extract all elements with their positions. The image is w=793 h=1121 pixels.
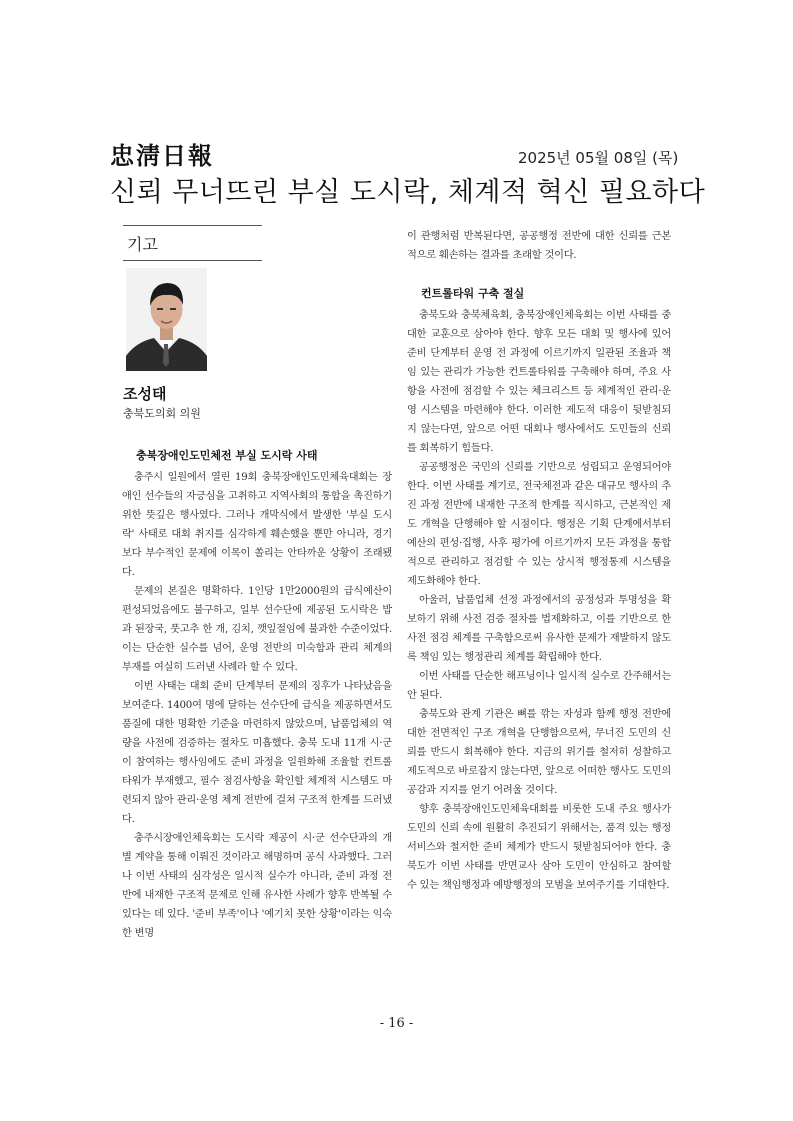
right-paragraph: 충북도와 충북체육회, 충북장애인체육회는 이번 사태를 중대한 교훈으로 삼아야 한다. 향후 모든 대회 및 행사에 있어 준비 단계부터 운영 전 과정에 이르기까지 일관된 조율과 책임 있는 관리가 가능한 컨트롤타워를 구축해야 하며, 주요 사항을 사전에 점검할 수 있는 체크리스트 등 체계적인 관리·운영 시스템을 마련해야 한다. 이러한 제도적 대응이 뒷받침되지 않는다면, 앞으로 어떤 대회나 행사에서도 도민들의 신뢰를 회복하기 힘들다. xyxy=(407,310,671,454)
right-paragraph: 충북도와 관계 기관은 뼈를 깎는 자성과 함께 행정 전반에 대한 전면적인 구조 개혁을 단행함으로써, 무너진 도민의 신뢰를 반드시 회복해야 한다. 지금의 위기를 철저히 성찰하고 제도적으로 바로잡지 않는다면, 앞으로 어떠한 행사도 도민의 공감과 지지를 얻기 어려울 것이다. xyxy=(407,709,671,796)
right-paragraph: 이번 사태를 단순한 해프닝이나 일시적 실수로 간주해서는 안 된다. xyxy=(407,671,671,701)
left-column xyxy=(122,447,392,943)
left-paragraph: 문제의 본질은 명확하다. 1인당 1만2000원의 급식예산이 편성되었음에도 불구하고, 일부 선수단에 제공된 도시락은 밥과 된장국, 풋고추 한 개, 김치, 깻잎절임에 불과한 수준이었다. 이는 단순한 실수를 넘어, 운영 전반의 미숙함과 관리 체계의 부재를 여실히 드러낸 사례라 할 수 있다. xyxy=(122,586,392,673)
right-column xyxy=(407,227,671,895)
left-paragraph: 충주시 일원에서 열린 19회 충북장애인도민체육대회는 장애인 선수들의 자긍심을 고취하고 지역사회의 통합을 촉진하기 위한 뜻깊은 행사였다. 그러나 개막식에서 발생한 '부실 도시락' 사태로 대회 취지를 심각하게 훼손했을 뿐만 아니라, 경기보다 부수적인 문제에 이목이 쏠리는 안타까운 상황이 조래됐다. xyxy=(122,472,392,578)
left-paragraph: 이번 사태는 대회 준비 단계부터 문제의 징후가 나타났음을 보여준다. 1400여 명에 달하는 선수단에 급식을 제공하면서도 품질에 대한 명확한 기준을 마련하지 않았으며, 납품업체의 역량을 사전에 검증하는 절차도 미흡했다. 충북 도내 11개 시·군이 참여하는 행사임에도 준비 과정을 일원화해 조율할 컨트롤타워가 부재했고, 필수 점검사항을 확인할 체계적 시스템도 마련되지 않아 관리·운영 체계 전반에 걸쳐 구조적 한계를 드러냈다. xyxy=(122,681,392,825)
publication-date: 2025년 05월 08일 (목) xyxy=(518,149,679,167)
page-number: - 16 - xyxy=(379,1016,414,1031)
left-paragraph: 충주시장애인체육회는 도시락 제공이 시·군 선수단과의 개별 계약을 통해 이뤄진 것이라고 해명하며 공식 사과했다. 그러나 이번 사태의 심각성은 일시적 실수가 아니라, 준비 과정 전반에 내재한 구조적 문제로 인해 유사한 사례가 향후 반복될 수 있다는 데 있다. '준비 부족'이나 '예기치 못한 상황'이라는 익숙한 변명 xyxy=(122,833,392,939)
left-subhead: 충북장애인도민체전 부실 도시락 사태 xyxy=(136,449,318,462)
right-paragraph: 향후 충북장애인도민체육대회를 비롯한 도내 주요 행사가 도민의 신뢰 속에 원활히 추진되기 위해서는, 품격 있는 행정 서비스와 철저한 준비 체계가 반드시 뒷받침되어야 한다. 충북도가 이번 사태를 반면교사 삼아 도민이 안심하고 참여할 수 있는 책임행정과 예방행정의 모범을 보여주기를 기대한다. xyxy=(407,804,671,891)
author-name: 조성태 xyxy=(123,385,167,403)
section-label: 기고 xyxy=(123,225,262,261)
newspaper-masthead: 忠淸日報 xyxy=(110,141,214,170)
right-paragraph: 아울러, 납품업체 선정 과정에서의 공정성과 투명성을 확보하기 위해 사전 검증 절차를 법제화하고, 이를 기반으로 한 사전 점검 체계를 구축함으로써 유사한 문제가 재발하지 않도록 책임 있는 행정관리 체계를 확립해야 한다. xyxy=(407,595,671,663)
author-title: 충북도의회 의원 xyxy=(123,407,201,420)
right-subhead: 컨트롤타워 구축 절실 xyxy=(421,287,525,300)
right-paragraph: 공공행정은 국민의 신뢰를 기반으로 성립되고 운영되어야 한다. 이번 사태를 계기로, 전국체전과 같은 대규모 행사의 추진 과정 전반에 내재한 구조적 한계를 직시하고, 근본적인 제도 개혁을 단행해야 할 시점이다. 행정은 기획 단계에서부터 예산의 편성·집행, 사후 평가에 이르기까지 모든 과정을 통합적으로 관리하고 점검할 수 있는 상시적 행정통제 시스템을 제도화해야 한다. xyxy=(407,462,671,587)
author-photo xyxy=(126,268,207,371)
right-lead-paragraph: 이 관행처럼 반복된다면, 공공행정 전반에 대한 신뢰를 근본적으로 훼손하는 결과를 초래할 것이다. xyxy=(407,231,671,261)
headline: 신뢰 무너뜨린 부실 도시락, 체계적 혁신 필요하다 xyxy=(110,177,706,208)
